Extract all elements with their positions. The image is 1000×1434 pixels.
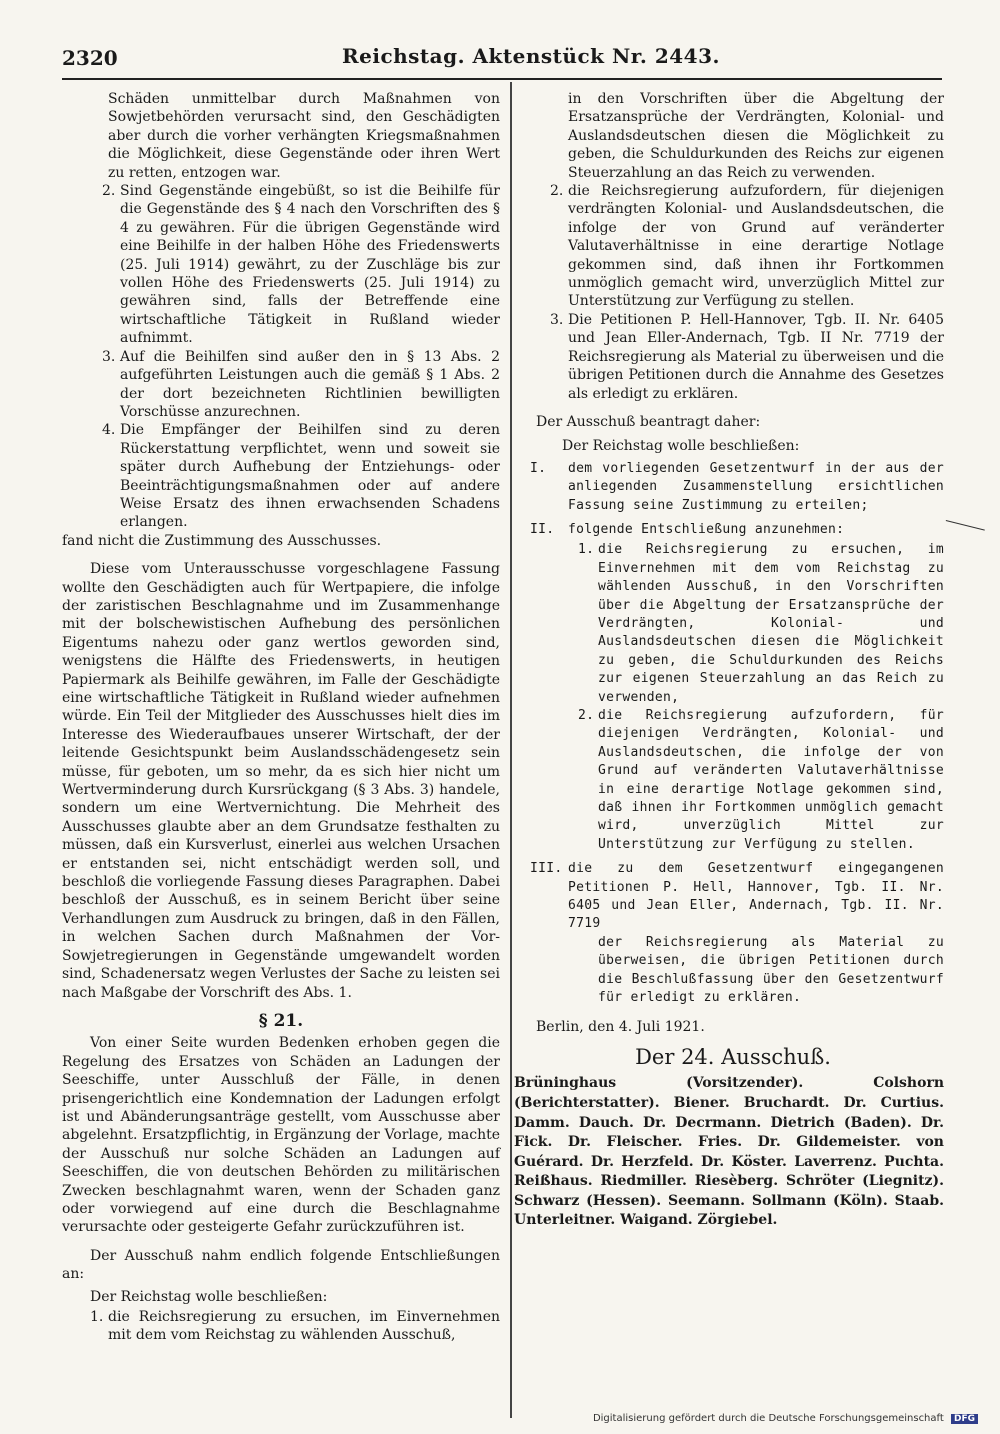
right-column	[514, 90, 944, 1231]
paragraph-wolle: Der Reichstag wolle beschließen:	[562, 438, 800, 455]
list-number: 2.	[550, 183, 564, 200]
page-number: 2320	[62, 46, 118, 70]
list-item	[522, 311, 944, 403]
footer-text: Digitalisierung gefördert durch die Deutsche Forschungsgemeinschaft	[592, 1413, 944, 1424]
roman-item	[522, 521, 944, 539]
list-item	[522, 182, 944, 311]
sub-item	[522, 541, 944, 707]
roman-text: dem vorliegenden Gesetzentwurf in der aus der anliegenden Zusammenstellung ersichtlichen Fassung seine Zustimmung zu erteilen;	[568, 460, 944, 513]
roman-number: III.	[530, 861, 563, 877]
member-list: Brüninghaus (Vorsitzender). Colshorn (Berichterstatter). Biener. Bruchardt. Dr. Curtius. Damm. Dauch. Dr. Decrmann. Dietrich (Baden). Dr. Fick. Dr. Fleischer. Fries. Dr. Gildemeister. von Guérard. Dr. Herzfeld. Dr. Köster. Laverrenz. Puchta. Reißhaus. Riedmiller. Riesèberg. Schröter (Liegnitz). Schwarz (Hessen). Seemann. Sollmann (Köln). Staab. Unterleitner. Waigand. Zörgiebel.	[514, 1075, 944, 1229]
list-item	[62, 1308, 500, 1345]
list-text: Die Petitionen P. Hell-Hannover, Tgb. II. Nr. 6405 und Jean Eller-Andernach, Tgb. II Nr. 7719 der Reichsregierung als Material zu überweisen und die übrigen Petitionen durch die Annahme des Gesetzes als erledigt zu erklären.	[568, 311, 944, 402]
roman-number: I.	[530, 460, 547, 476]
list-text: die Reichsregierung zu ersuchen, im Einvernehmen mit dem vom Reichstag zu wählenden Ausschuß,	[108, 1309, 500, 1344]
list-text: Auf die Beihilfen sind außer den in § 13 Abs. 2 aufgeführten Leistungen auch die gemäß § 1 Abs. 2 der dort bezeichneten Richtlinien bewilligten Vorschüsse anzurechnen.	[120, 348, 500, 420]
list-number: 3.	[102, 348, 116, 365]
list-text: Die Empfänger der Beihilfen sind zu deren Rückerstattung verpflichtet, wenn und soweit sie später durch Aufhebung der Entziehungs- oder Beeinträchtigungsmaßnahmen oder auf andere Weise Ersatz des ihnen erwachsenden Schadens erlangen.	[120, 422, 500, 531]
list-item	[62, 348, 500, 422]
paragraph-continuation: in den Vorschriften über die Abgeltung der Ersatzansprüche der Verdrängten, Kolonial- und Auslandsdeutschen diesen die Möglichkeit zu geben, die Schuldurkunden des Reichs zur eigenen Steuerzahlung an das Reich zu verwenden.	[568, 91, 944, 181]
sub-text: die Reichsregierung zu ersuchen, im Einvernehmen mit dem vom Reichstag zu wählenden Ausschuß, in den Vorschriften über die Abgeltung der Ersatzansprüche der Verdrängten, Kolonial- und Auslandsdeutschen diesen die Möglichkeit zu geben, die Schuldurkunden des Reichs zur eigenen Steuerzahlung an das Reich zu verwenden,	[598, 542, 944, 705]
sub-text: die Reichsregierung aufzufordern, für diejenigen Verdrängten, Kolonial- und Auslandsdeutschen, die infolge der von Grund auf veränderten Valutaverhältnisse in eine derartige Notlage gekommen sind, daß ihnen ihr Fortkommen unmöglich gemacht wird, unverzüglich Mittel zur Unterstützung zur Verfügung zu stellen.	[598, 708, 944, 852]
roman-number: II.	[530, 521, 555, 537]
roman-item	[522, 860, 944, 934]
page-header	[62, 42, 942, 74]
list-item	[62, 182, 500, 348]
margin-pen-mark	[942, 520, 984, 544]
roman-continuation: der Reichsregierung als Material zu überweisen, die übrigen Petitionen durch die Beschlußfassung über den Gesetzentwurf für erledigt zu erklären.	[598, 934, 944, 1006]
list-number: 3.	[550, 311, 564, 328]
list-number: 2.	[102, 183, 116, 200]
paragraph-von: Von einer Seite wurden Bedenken erhoben gegen die Regelung des Ersatzes von Schäden an Ladungen der Seeschiffe, unter Ausschluß der Fälle, in denen prisengerichtlich eine Kondemnation der Ladungen erfolgt ist und Abänderungsanträge gestellt, vom Ausschusse aber abgelehnt. Ersatzpflichtig, in Ergänzung der Vorlage, machte der Ausschuß nur solche Schäden an Ladungen auf Seeschiffen, die von deutschen Behörden zu militärischen Zwecken beschlagnahmt waren, wenn der Schaden ganz oder vorwiegend auf eine durch die Beschlagnahme verursachte oder gesteigerte Gefahr zurückzuführen ist.	[62, 1035, 500, 1236]
committee-title: Der 24. Ausschuß.	[635, 1044, 831, 1069]
paragraph-diese: Diese vom Unterausschusse vorgeschlagene Fassung wollte den Geschädigten auch für Wertpapiere, die infolge der zaristischen Beschlagnahme und im Zusammenhange mit der bolschewistischen Aufhebung des persönlichen Eigentums nahezu oder ganz wertlos geworden sind, wenigstens die Hälfte des Friedenswerts, in heutigen Papiermark als Beihilfe gewähren, im Falle der Geschädigte eine wirtschaftliche Tätigkeit in Rußland wieder aufnehmen würde. Ein Teil der Mitglieder des Ausschusses hielt dies im Interesse des Wiederaufbaues unserer Wirtschaft, der der leitende Gesichtspunkt beim Auslandsschädengesetz sein müsse, für geboten, um so mehr, da es sich hier nicht um Wertverminderung durch Kursrückgang (§ 3 Abs. 3) handele, sondern um eine Wertvernichtung. Die Mehrheit des Ausschusses glaubte aber an dem Grundsatze festhalten zu müssen, daß ein Kursverlust, einerlei aus welchen Ursachen er entstanden sei, nicht entschädigt werden soll, und beschloß die vorliegende Fassung dieses Paragraphen. Dabei beschloß der Ausschuß, es in seinem Bericht über seine Verhandlungen zum Ausdruck zu bringen, daß in den Fällen, in welchen Sachen durch Maßnahmen der Vor-Sowjetregierungen in Gegenstände umgewandelt worden sind, Schadenersatz wegen Verlustes der Sache zu leisten sei nach Maßgabe der Vorschrift des Abs. 1.	[62, 561, 500, 1001]
paragraph-beantragt: Der Ausschuß beantragt daher:	[536, 413, 761, 430]
resolution-block	[522, 460, 944, 1008]
roman-item	[522, 460, 944, 515]
paragraph-nahm: Der Ausschuß nahm endlich folgende Entschließungen an:	[62, 1247, 500, 1283]
sub-number: 1.	[578, 542, 595, 558]
section-heading: § 21.	[258, 1010, 304, 1031]
sub-number: 2.	[578, 708, 595, 723]
digitization-footer	[593, 1413, 978, 1424]
dfg-logo: DFG	[951, 1414, 978, 1424]
column-divider	[510, 82, 512, 1418]
sub-item	[522, 707, 944, 854]
list-item	[62, 421, 500, 531]
date-line: Berlin, den 4. Juli 1921.	[536, 1018, 705, 1035]
left-column	[62, 90, 500, 1345]
list-number: 1.	[90, 1309, 104, 1325]
list-text: die Reichsregierung aufzufordern, für diejenigen verdrängten Kolonial- und Auslandsdeutschen, die infolge der von Grund auf veränderter Valutaverhältnisse in eine derartige Notlage gekommen sind, daß ihnen ihr Fortkommen unmöglich gemacht wird, unverzüglich Mittel zur Unterstützung zur Verfügung zu stellen.	[568, 183, 944, 310]
page-title: Reichstag. Aktenstück Nr. 2443.	[342, 44, 720, 68]
paragraph-wolle: Der Reichstag wolle beschließen:	[90, 1288, 328, 1305]
list-text: Sind Gegenstände eingebüßt, so ist die Beihilfe für die Gegenstände des § 4 nach den Vorschriften des § 4 zu gewähren. Für die übrigen Gegenstände wird eine Beihilfe in der halben Höhe des Friedenswerts (25. Juli 1914) gewährt, zu der Zuschläge bis zur vollen Höhe des Friedenswerts (25. Juli 1914) zu gewähren sind, falls der Betreffende eine wirtschaftliche Tätigkeit in Rußland wieder aufnimmt.	[120, 183, 500, 347]
header-rule	[62, 78, 942, 80]
paragraph-fand: fand nicht die Zustimmung des Ausschusses.	[62, 532, 382, 549]
paragraph-continuation: Schäden unmittelbar durch Maßnahmen von Sowjetbehörden verursacht sind, den Geschädigten aber durch die vorher verhängten Kriegsmaßnahmen die Möglichkeit, diese Gegenstände oder ihren Wert zu retten, entzogen war.	[108, 91, 500, 181]
roman-text: die zu dem Gesetzentwurf eingegangenen Petitionen P. Hell, Hannover, Tgb. II. Nr. 6405 und Jean Eller, Andernach, Tgb. II. Nr. 7719	[568, 861, 944, 932]
list-number: 4.	[102, 422, 116, 439]
roman-text: folgende Entschließung anzunehmen:	[568, 521, 845, 537]
